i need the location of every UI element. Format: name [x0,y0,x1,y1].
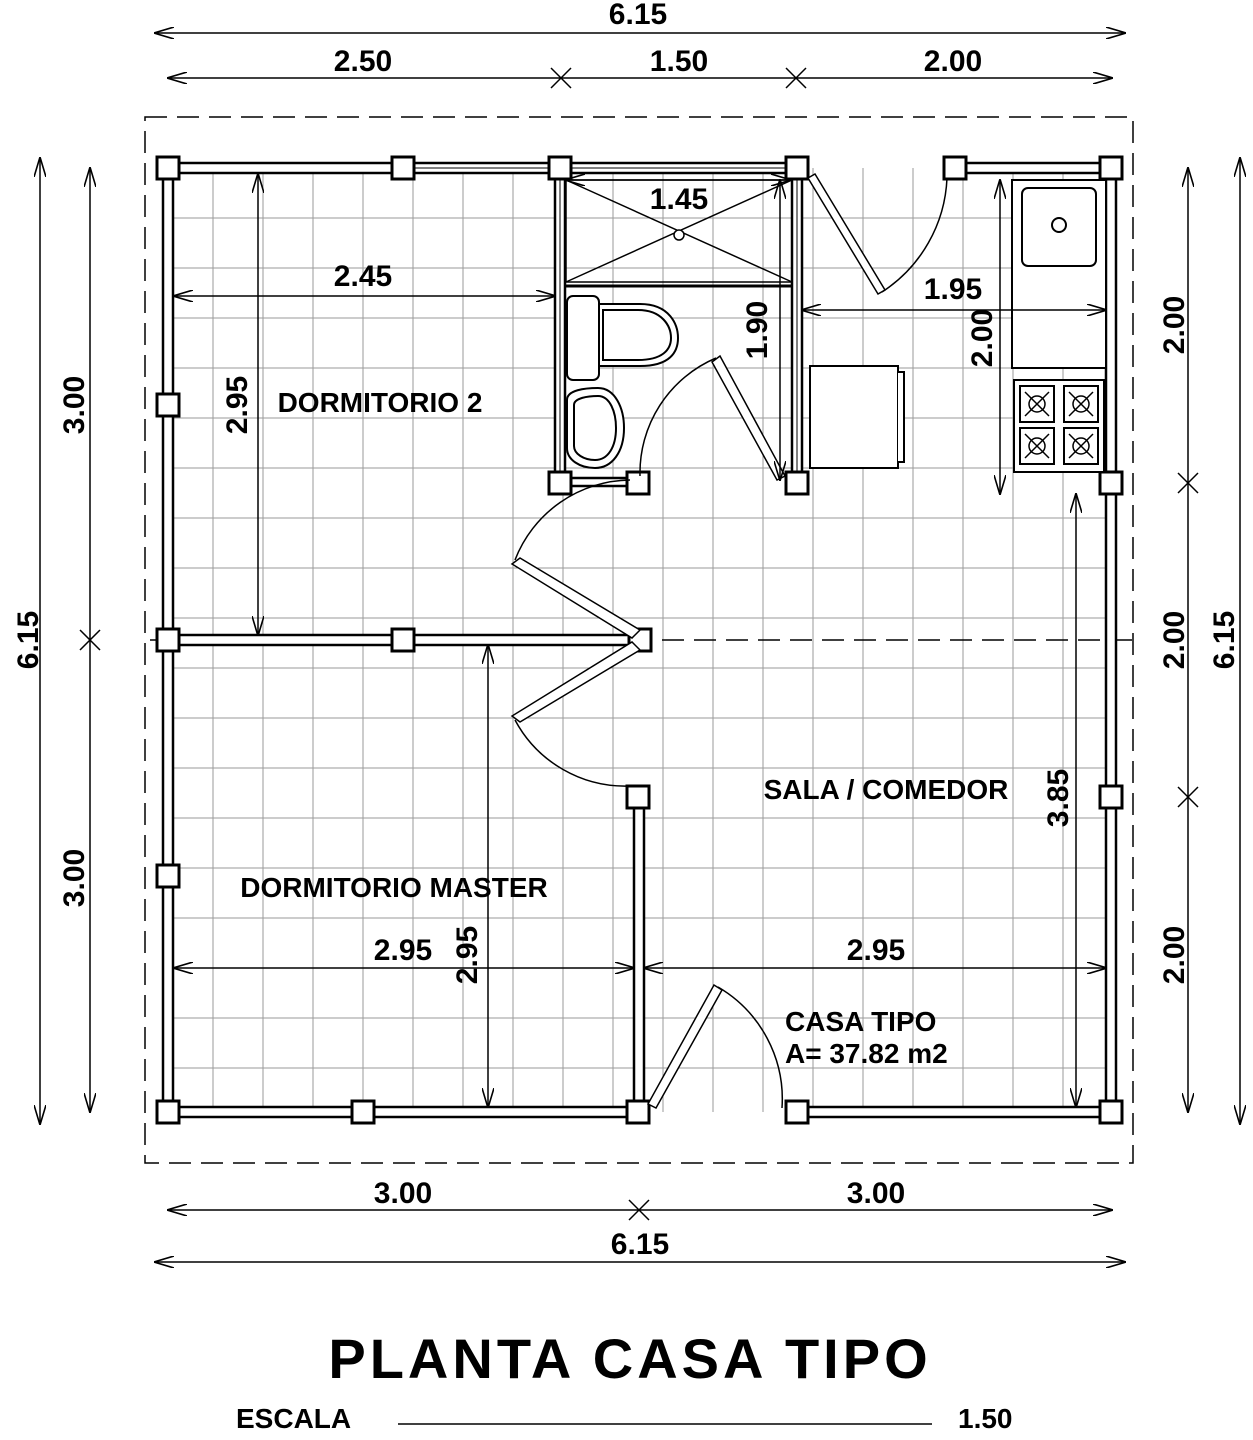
column [549,157,571,179]
column [1100,786,1122,808]
dim-kitchen-width: 1.95 [923,273,983,306]
wall-master-right [634,797,644,1112]
dim-bottom-seg-1: 3.00 [373,1177,433,1210]
dim-left-total: 6.15 [12,610,45,670]
dim-bottom-total: 6.15 [610,1228,670,1261]
door-master [512,642,640,722]
column [786,472,808,494]
column [627,472,649,494]
column [157,157,179,179]
wall-top-right [955,163,1107,173]
room-label-dormitorio-2: DORMITORIO 2 [277,387,483,418]
room-label-dormitorio-master: DORMITORIO MASTER [240,872,548,903]
toilet-icon [567,296,678,380]
dim-right-seg-2: 2.00 [1158,610,1191,670]
wall-bottom-right [797,1107,1107,1117]
scale-label: ESCALA [236,1403,352,1434]
dim-dorm2-width: 2.45 [333,260,393,293]
dim-left-seg-2: 3.00 [58,848,91,908]
dim-top-seg-3: 2.00 [923,45,983,78]
wall-bottom-left [168,1107,640,1117]
dim-right-seg-1: 2.00 [1158,295,1191,355]
column [392,629,414,651]
column [157,394,179,416]
column [549,472,571,494]
dim-bath-height: 1.90 [741,300,774,360]
column [157,1101,179,1123]
door-kitchen [808,174,885,294]
dim-kitchen-height: 2.00 [966,308,999,368]
column [1100,472,1122,494]
dim-right-total: 6.15 [1208,610,1241,670]
column [157,629,179,651]
column [1100,1101,1122,1123]
title-block [236,1327,1013,1434]
refrigerator-icon [810,366,904,468]
plan-title: PLANTA CASA TIPO [328,1327,932,1390]
column [786,157,808,179]
scale-value: 1.50 [958,1403,1013,1434]
dim-top-seg-2: 1.50 [649,45,709,78]
wall-right [1106,168,1116,1112]
dim-sala-height: 3.85 [1042,768,1075,828]
room-label-sala-comedor: SALA / COMEDOR [763,774,1009,805]
dim-bath-width: 1.45 [649,183,709,216]
shower-drain-icon [674,230,684,240]
column [352,1101,374,1123]
column [944,157,966,179]
dim-master-width: 2.95 [373,934,433,967]
kitchen-sink-icon [1012,180,1106,368]
lavatory-icon [567,388,624,468]
dim-bottom-seg-2: 3.00 [846,1177,906,1210]
column [627,1101,649,1123]
dim-master-height: 2.95 [451,925,484,985]
column [1100,157,1122,179]
dim-top-total: 6.15 [608,0,668,31]
column [157,865,179,887]
dim-dorm2-height: 2.95 [221,375,254,435]
column [392,157,414,179]
dim-right-seg-3: 2.00 [1158,925,1191,985]
door-front [648,985,722,1108]
column [627,786,649,808]
dim-sala-width: 2.95 [846,934,906,967]
dim-top-seg-1: 2.50 [333,45,393,78]
area-label: A= 37.82 m2 [785,1038,948,1069]
door-dormitorio-2 [512,558,640,638]
wall-top-left [168,163,404,173]
dim-left-seg-1: 3.00 [58,375,91,435]
stove-icon [1014,380,1104,472]
room-label-casa-tipo: CASA TIPO [785,1006,937,1037]
column [786,1101,808,1123]
